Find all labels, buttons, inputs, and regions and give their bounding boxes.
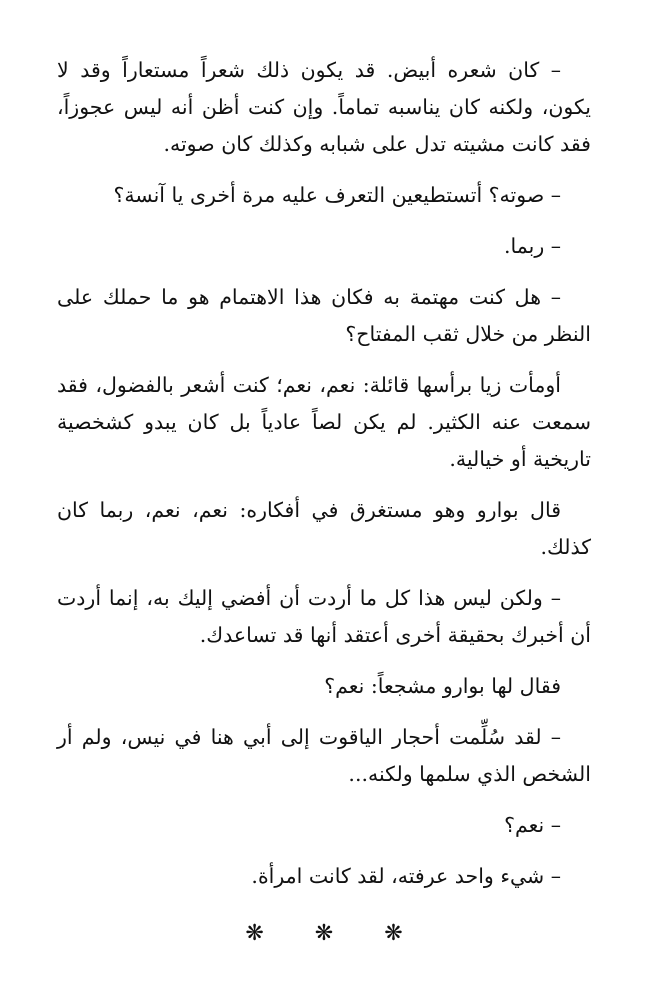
page-text [57, 52, 591, 952]
paragraph-3: – ربما. [504, 234, 561, 258]
paragraph-2: – صوته؟ أتستطيعين التعرف عليه مرة أخرى يا آنسة؟ [113, 183, 561, 207]
section-separator: ❋ ❋ ❋ [245, 921, 425, 946]
paragraph-8: فقال لها بوارو مشجعاً: نعم؟ [324, 674, 561, 698]
paragraph-7: – ولكن ليس هذا كل ما أردت أن أفضي إليك به، إنما أردت أن أخبرك بحقيقة أخرى أعتقد أنها قد تساعدك. [57, 586, 591, 647]
paragraph-1: – كان شعره أبيض. قد يكون ذلك شعراً مستعاراً وقد لا يكون، ولكنه كان يناسبه تماماً. وإن كنت أظن أنه ليس عجوزاً، فقد كانت مشيته تدل على شبابه وكذلك كان صوته. [57, 58, 591, 156]
paragraph-9: – لقد سُلِّمت أحجار الياقوت إلى أبي هنا في نيس، ولم أر الشخص الذي سلمها ولكنه... [57, 725, 591, 786]
paragraph-11: – شيء واحد عرفته، لقد كانت امرأة. [251, 864, 561, 888]
paragraph-4: – هل كنت مهتمة به فكان هذا الاهتمام هو ما حملك على النظر من خلال ثقب المفتاح؟ [57, 285, 591, 346]
paragraph-5: أومأت زيا برأسها قائلة: نعم، نعم؛ كنت أشعر بالفضول، فقد سمعت عنه الكثير. لم يكن لصاً عادياً بل كان يبدو كشخصية تاريخية أو خيالية. [57, 373, 591, 471]
paragraph-10: – نعم؟ [504, 813, 561, 837]
paragraph-6: قال بوارو وهو مستغرق في أفكاره: نعم، نعم، ربما كان كذلك. [57, 498, 591, 559]
